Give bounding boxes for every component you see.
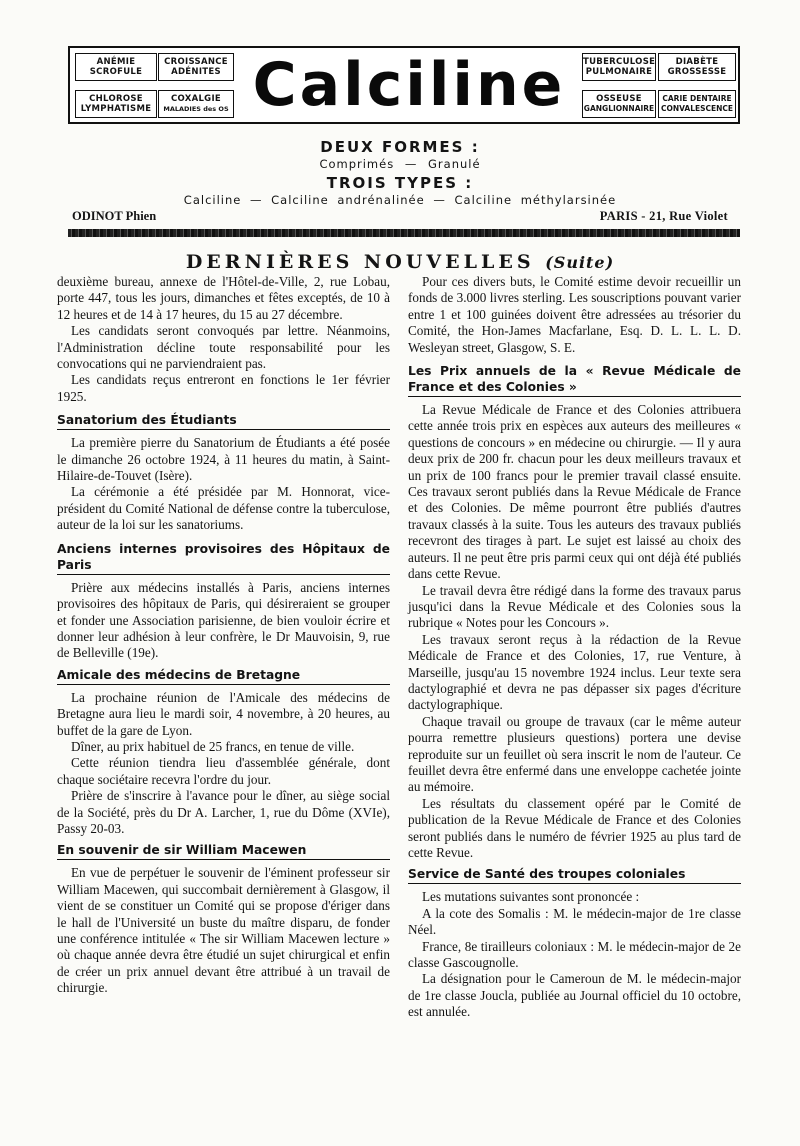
heading-service-sante: Service de Santé des troupes coloniales: [408, 866, 741, 884]
calciline-brand: Calciline: [252, 50, 566, 120]
forms-line: Comprimés — Granulé: [319, 157, 481, 171]
ad-label: GROSSESSE: [667, 67, 727, 77]
ad-label: OSSEUSE: [596, 94, 642, 104]
heading-prix-annuels: Les Prix annuels de la « Revue Médicale de France et des Colonies »: [408, 363, 741, 397]
paragraph: Prière de s'inscrire à l'avance pour le dîner, au siège social de la Société, près du Dr A. Larcher, 1, rue du Dôme (XVIe), Passy 20-03.: [57, 788, 390, 836]
ad-label: CHLOROSE: [89, 94, 143, 104]
ad-box-carie: [658, 90, 736, 118]
paragraph: Les candidats seront convoqués par lettre. Néanmoins, l'Administration décline toute responsabilité pour les convocations qui ne parviendraient pas.: [57, 323, 390, 372]
calciline-advertisement: [68, 46, 740, 124]
paragraph: La désignation pour le Cameroun de M. le médecin-major de 1re classe Joucla, publiée au Journal officiel du 10 octobre, est annulée.: [408, 971, 741, 1020]
right-column: [408, 274, 741, 1021]
maker-address: PARIS - 21, Rue Violet: [599, 209, 728, 223]
paragraph: Les mutations suivantes sont prononcée :: [422, 889, 640, 905]
ad-label: CROISSANCE: [164, 57, 228, 67]
left-column: [57, 274, 390, 997]
ad-box-chlorose: [75, 90, 157, 118]
heading-amicale-bretagne: Amicale des médecins de Bretagne: [57, 667, 390, 685]
paragraph: Les résultats du classement opéré par le Comité de publication de la Revue Médicale de France et des Colonies seront publiés dans le numéro de février 1925 au plus tard de cette Revue.: [408, 795, 741, 860]
separator-band: [68, 229, 740, 237]
ad-label: GANGLIONNAIRE: [583, 104, 655, 113]
paragraph: Chaque travail ou groupe de travaux (car le même auteur pourra remettre plusieurs questions) portera une devise reproduite sur un feuillet où sera inscrit le nom de l'auteur. Ce feuillet devra être enfermé dans une enveloppe cachetée jointe au mémoire.: [408, 713, 741, 795]
paragraph: La Revue Médicale de France et des Colonies attribuera cette année trois prix en espèces aux auteurs des meilleures « questions de concours » en médecine ou chirurgie. — Il y aura deux prix de 200 fr. chacun pour les deux meilleurs travaux et un prix de 100 francs pour le premier travail classé ensuite. Ces travaux seront publiés dans la Revue Médicale de France et des Colonies. De même pourront être publiés d'autres travaux classés à la suite. Tous les auteurs des travaux publiés recevront des tirages à part. Le sujet est laissé au choix des auteurs. Il ne peut être pris parmi ceux qui ont déjà été publiés dans cette Revue.: [408, 402, 741, 582]
ad-box-croissance: [158, 53, 234, 81]
heading-macewen: En souvenir de sir William Macewen: [57, 842, 390, 860]
section-title-text: DERNIÈRES NOUVELLES: [185, 251, 535, 273]
ad-label: ANÉMIE: [96, 57, 136, 67]
section-title-suffix: (Suite): [545, 253, 615, 272]
paragraph: La première pierre du Sanatorium de Étudiants a été posée le dimanche 26 octobre 1924, à 11 heures du matin, à Saint-Hilaire-de-Touvet (Isère).: [57, 435, 390, 484]
ad-label: PULMONAIRE: [585, 67, 653, 77]
paragraph: Les travaux seront reçus à la rédaction de la Revue Médicale de France et des Colonies, 17, rue Venture, à Marseille, jusqu'au 15 novembre 1924 inclus. Leur texte sera dactylographié et devra ne pas dépasser six pages d'écriture dactylographique.: [408, 631, 741, 713]
ad-label: COXALGIE: [170, 94, 222, 104]
paragraph: Pour ces divers buts, le Comité estime devoir recueillir un fonds de 3.000 livres sterling. Les souscriptions pouvant varier entre 1 et 100 guinées doivent être adressées au trésorier du Comité, the Hon-James Macfarlane, Esq. D. L. L. L. D. Wesleyan street, Glasgow, S. E.: [408, 274, 741, 355]
heading-sanatorium: Sanatorium des Étudiants: [57, 412, 390, 430]
ad-label: DIABÈTE: [675, 57, 719, 67]
paragraph: deuxième bureau, annexe de l'Hôtel-de-Ville, 2, rue Lobau, porte 447, tous les jours, dimanches et fêtes exceptés, de 10 à 12 heures et de 14 à 17 heures, du 15 au 27 décembre.: [57, 274, 390, 322]
ad-label: TUBERCULOSE: [583, 57, 656, 67]
ad-box-osseuse: [582, 90, 656, 118]
paragraph: France, 8e tirailleurs coloniaux : M. le médecin-major de 2e classe Gascougnolle.: [408, 938, 741, 971]
paragraph: Les candidats reçus entreront en fonctions le 1er février 1925.: [57, 372, 390, 404]
forms-title: DEUX FORMES :: [320, 138, 480, 156]
paragraph: Le travail devra être rédigé dans la forme des travaux parus jusqu'ici dans la Revue Médicale et des Colonies sous la rubrique « Notes pour les Concours ».: [408, 582, 741, 631]
paragraph: A la cote des Somalis : M. le médecin-major de 1re classe Néel.: [408, 905, 741, 938]
paragraph: Cette réunion tiendra lieu d'assemblée générale, dont chaque sociétaire recevra l'ordre du jour.: [57, 755, 390, 787]
ad-box-coxalgie: [158, 90, 234, 118]
heading-anciens-internes: Anciens internes provisoires des Hôpitaux de Paris: [57, 541, 390, 575]
types-title: TROIS TYPES :: [326, 174, 474, 192]
paragraph: Prière aux médecins installés à Paris, anciens internes provisoires des hôpitaux de Paris, qui désireraient se grouper et fonder une Association parisienne, de bien vouloir écrire et donner leur adhésion à leur confrère, le Dr Mauvoisin, 9, rue de Belleville (19e).: [57, 579, 390, 661]
paragraph: Dîner, au prix habituel de 25 francs, en tenue de ville.: [71, 738, 355, 754]
ad-box-tuberculose: [582, 53, 656, 81]
ad-box-diabete: [658, 53, 736, 81]
ad-label: LYMPHATISME: [80, 104, 152, 114]
ad-box-anemie: [75, 53, 157, 81]
ad-label: MALADIES des OS: [163, 105, 229, 113]
maker-name: ODINOT Phien: [72, 209, 157, 223]
paragraph: La cérémonie a été présidée par M. Honnorat, vice-président du Comité National de défense contre la tuberculose, auteur de la loi sur les sanatoriums.: [57, 484, 390, 533]
types-line: Calciline — Calciline andrénalinée — Calciline méthylarsinée: [183, 193, 617, 207]
ad-label: CONVALESCENCE: [660, 104, 734, 113]
ad-label: CARIE DENTAIRE: [662, 94, 732, 103]
ad-label: ADÉNITES: [171, 67, 221, 77]
ad-label: SCROFULE: [89, 67, 143, 77]
paragraph: La prochaine réunion de l'Amicale des médecins de Bretagne aura lieu le mardi soir, 4 novembre, à 20 heures, au buffet de la gare de Lyon.: [57, 689, 390, 738]
paragraph: En vue de perpétuer le souvenir de l'éminent professeur sir William Macewen, qui succombait dernièrement à Glasgow, il vient de se constituer un Comité qui se propose d'ériger dans le hall de l'Université un buste du maître disparu, de fonder une conférence intitulée « The sir William Macewen lecture » où chaque année devra être étudié un sujet chirurgical et enfin de créer un prix annuel devant être attribué à un travail de chirurgie.: [57, 865, 390, 996]
section-title: [0, 251, 800, 273]
